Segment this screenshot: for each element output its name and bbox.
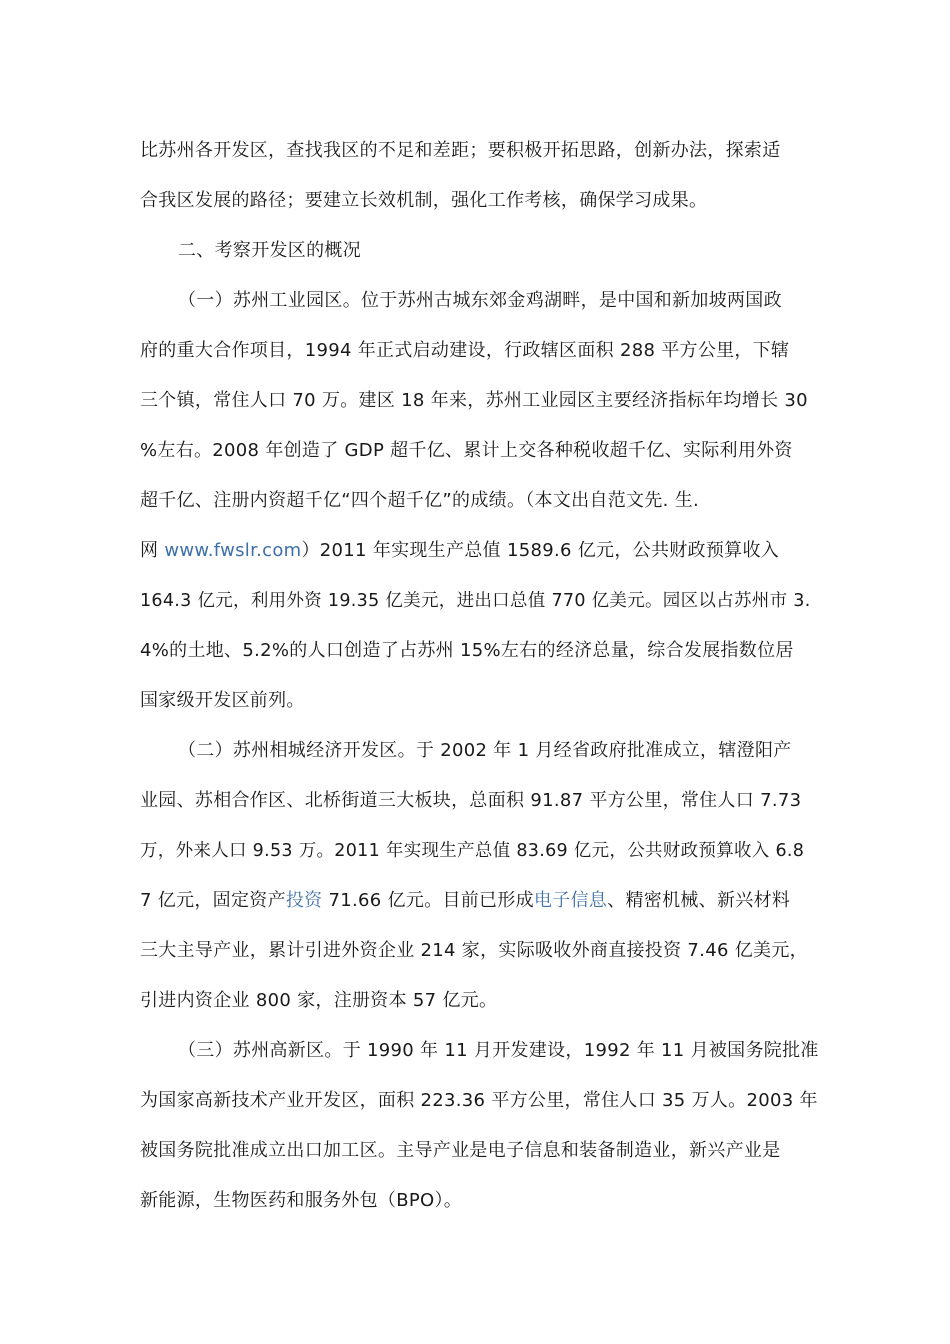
text-line: %左右。2008 年创造了 GDP 超千亿、累计上交各种税收超千亿、实际利用外资 (140, 440, 793, 461)
text-line (140, 889, 790, 913)
website-link[interactable]: www.fwslr.com (164, 540, 302, 561)
text-line: 业园、苏相合作区、北桥街道三大板块，总面积 91.87 平方公里，常住人口 7.73 (140, 790, 802, 811)
text-line: 为国家高新技术产业开发区，面积 223.36 平方公里，常住人口 35 万人。2003 年 (140, 1090, 818, 1111)
text-line: 新能源，生物医药和服务外包（BPO）。 (140, 1190, 463, 1211)
text-line: 三大主导产业，累计引进外资企业 214 家，实际吸收外商直接投资 7.46 亿美元， (140, 940, 808, 961)
text-segment: 、精密机械、新兴材料 (607, 890, 791, 911)
text-line: 超千亿、注册内资超千亿“四个超千亿”的成绩。（本文出自范文先. 生. (140, 490, 700, 511)
text-line: 被国务院批准成立出口加工区。主导产业是电子信息和装备制造业，新兴产业是 (140, 1140, 781, 1161)
text-line: 164.3 亿元，利用外资 19.35 亿美元，进出口总值 770 亿美元。园区以占苏州市 3. (140, 591, 811, 611)
text-segment: 网 (140, 540, 165, 561)
text-line: 比苏州各开发区，查找我区的不足和差距；要积极开拓思路，创新办法，探索适 (140, 140, 781, 161)
text-line: 府的重大合作项目，1994 年正式启动建设，行政辖区面积 288 平方公里，下辖 (140, 340, 790, 361)
electronic-info-link[interactable]: 电子信息 (533, 890, 608, 911)
text-segment: ）2011 年实现生产总值 1589.6 亿元，公共财政预算收入 (301, 540, 780, 561)
paragraph-start: （二）苏州相城经济开发区。于 2002 年 1 月经省政府批准成立，辖澄阳产 (178, 740, 792, 761)
paragraph-start: （三）苏州高新区。于 1990 年 11 月开发建设，1992 年 11 月被国务院批准 (178, 1040, 819, 1061)
text-segment: 71.66 亿元。目前已形成 (322, 890, 534, 911)
text-segment: 7 亿元，固定资产 (140, 890, 286, 911)
investment-link[interactable]: 投资 (285, 890, 323, 911)
text-line (140, 539, 779, 563)
section-heading: 二、考察开发区的概况 (178, 240, 361, 261)
paragraph-start: （一）苏州工业园区。位于苏州古城东郊金鸡湖畔，是中国和新加坡两国政 (178, 290, 782, 311)
text-line: 三个镇，常住人口 70 万。建区 18 年来，苏州工业园区主要经济指标年均增长 30 (140, 390, 808, 411)
text-line: 合我区发展的路径；要建立长效机制，强化工作考核，确保学习成果。 (140, 190, 708, 211)
text-line: 国家级开发区前列。 (140, 690, 305, 711)
text-line: 4%的土地、5.2%的人口创造了占苏州 15%左右的经济总量，综合发展指数位居 (140, 640, 794, 661)
text-line: 万，外来人口 9.53 万。2011 年实现生产总值 83.69 亿元，公共财政预算收入 6.8 (140, 841, 805, 861)
text-line: 引进内资企业 800 家，注册资本 57 亿元。 (140, 990, 498, 1011)
